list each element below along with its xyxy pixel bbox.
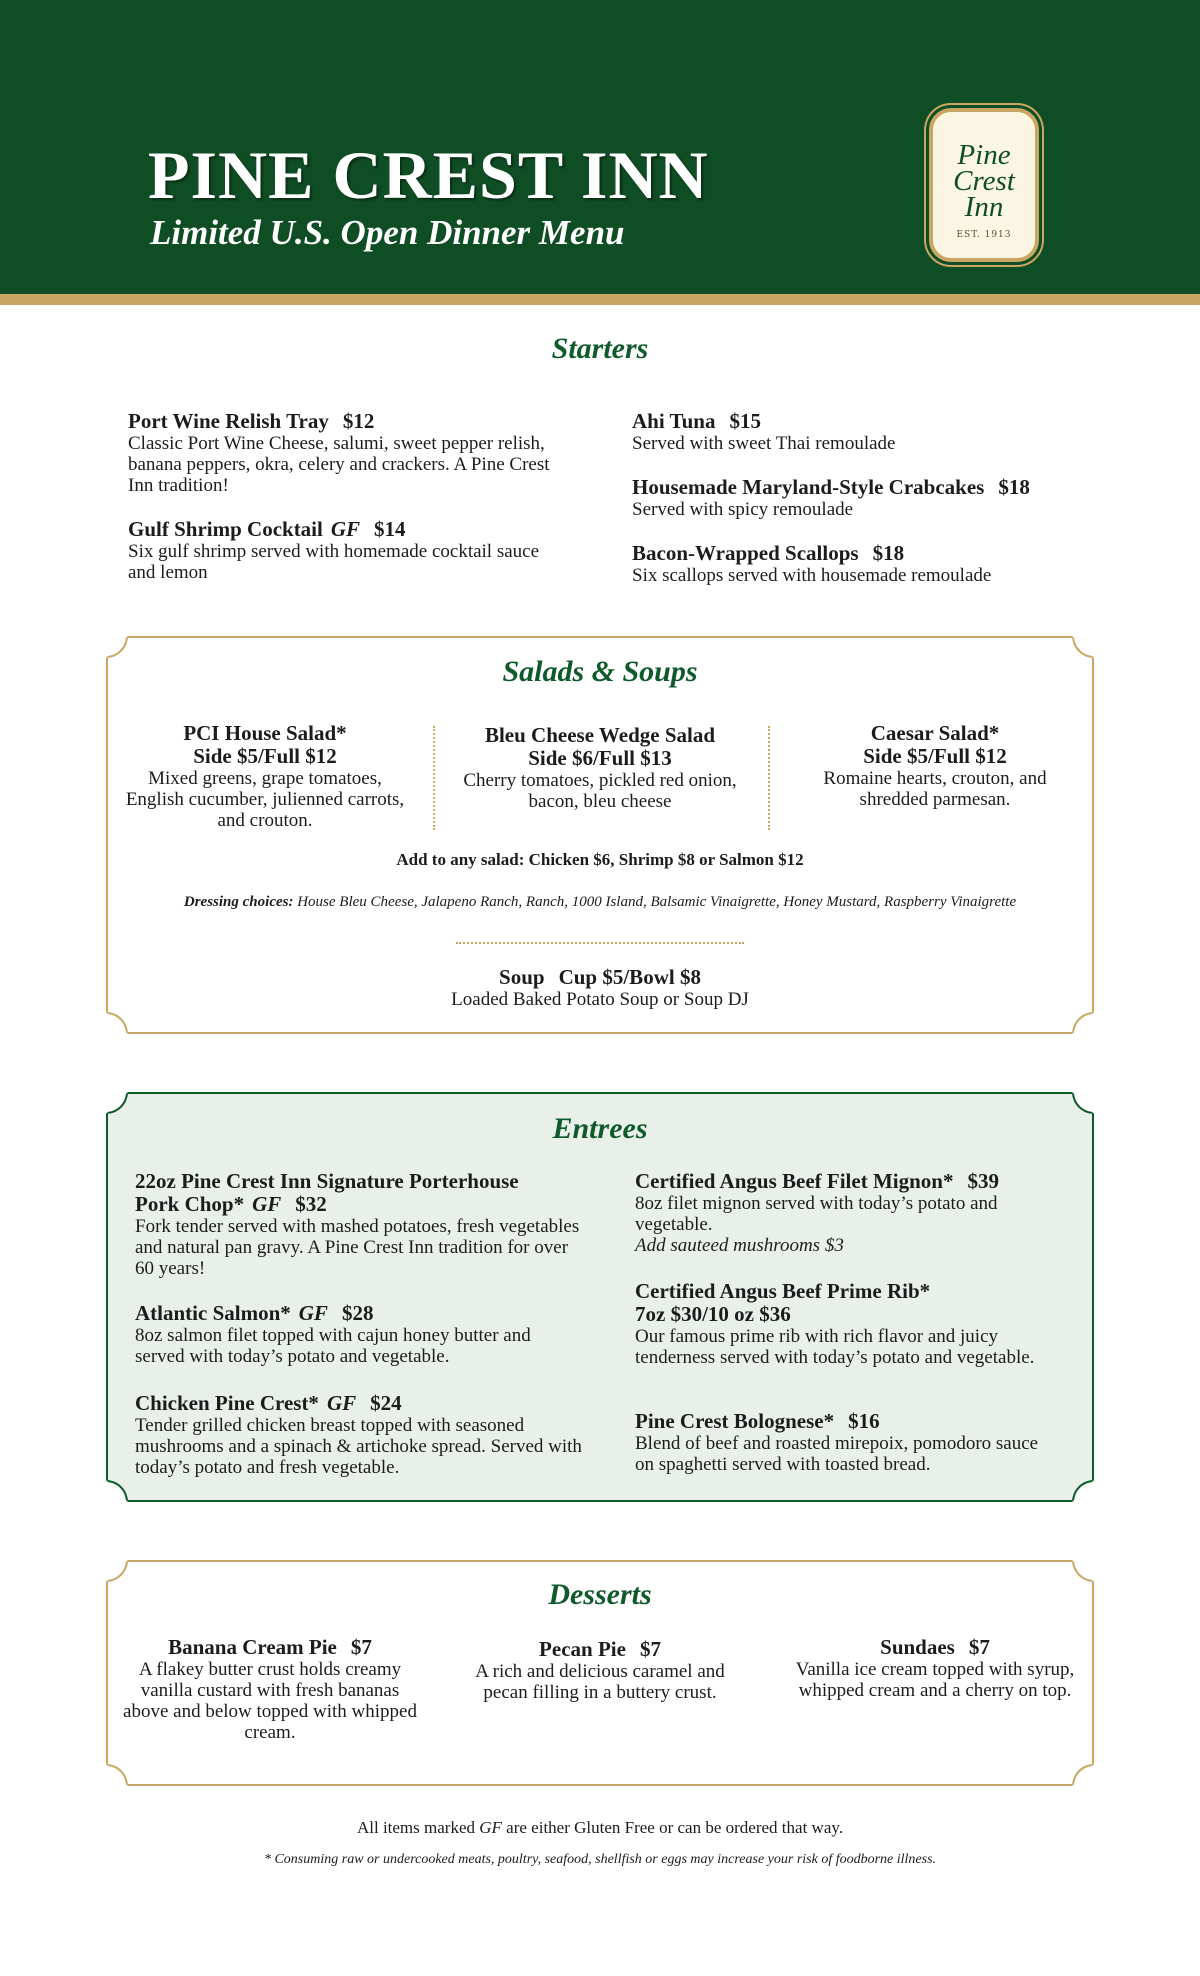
item-description: Mixed greens, grape tomatoes, English cucumber, julienned carrots, and crouton.: [125, 768, 405, 831]
item-description: 8oz filet mignon served with today’s potato and vegetable.: [635, 1193, 998, 1235]
item-description: Romaine hearts, crouton, and shredded parmesan.: [823, 768, 1047, 810]
gf-badge: GF: [330, 517, 361, 541]
item-description: Loaded Baked Potato Soup or Soup DJ: [451, 989, 749, 1010]
item-name: Sundaes: [880, 1635, 955, 1659]
logo-text-line1: Pine: [957, 139, 1011, 171]
dressing-label: Dressing choices:: [183, 894, 294, 910]
logo-text-line3: Inn: [964, 191, 1004, 223]
menu-item: [128, 410, 558, 496]
foodborne-warning: * Consuming raw or undercooked meats, poultry, seafood, shellfish or eggs may increase your risk of foodborne illness.: [263, 1852, 937, 1867]
item-addon: Add sauteed mushrooms $3: [635, 1235, 844, 1256]
item-name: Bacon-Wrapped Scallops: [632, 541, 859, 565]
item-price: $16: [848, 1409, 880, 1433]
item-name-line2: Pork Chop*: [135, 1192, 245, 1216]
item-name: Caesar Salad*: [870, 721, 1000, 745]
gf-note-suffix: are either Gluten Free or can be ordered that way.: [506, 1818, 844, 1837]
menu-item: [632, 410, 1082, 454]
menu-item: [790, 1636, 1080, 1701]
menu-item: [128, 518, 558, 583]
gf-badge: GF: [252, 1192, 282, 1216]
menu-item: [635, 1410, 1055, 1475]
item-description: Our famous prime rib with rich flavor and juicy tenderness served with today’s potato and vegetable.: [635, 1326, 1035, 1368]
menu-item: [452, 724, 748, 812]
item-description: A flakey butter crust holds creamy vanilla custard with fresh bananas above and below topped with whipped cream.: [123, 1659, 417, 1743]
menu-item: [460, 1638, 740, 1703]
logo-text-line2: Crest: [953, 165, 1015, 197]
item-price: $7: [968, 1635, 990, 1659]
item-name: Pecan Pie: [539, 1637, 626, 1661]
item-name: Housemade Maryland-Style Crabcakes: [632, 475, 985, 499]
item-price: $18: [872, 541, 905, 565]
item-description: Tender grilled chicken breast topped with seasoned mushrooms and a spinach & artichoke spread. Served with today’s potato and fresh vegetable.: [135, 1415, 582, 1478]
restaurant-logo: [929, 108, 1039, 262]
logo-est: EST. 1913: [956, 230, 1012, 240]
item-name: Soup: [499, 965, 545, 989]
menu-item: [790, 722, 1080, 810]
item-description: Fork tender served with mashed potatoes, fresh vegetables and natural pan gravy. A Pine Crest Inn tradition for over 60 years!: [135, 1216, 580, 1279]
starters-title: Starters: [551, 332, 649, 365]
item-price: $12: [342, 409, 375, 433]
item-description: A rich and delicious caramel and pecan filling in a buttery crust.: [475, 1661, 725, 1703]
menu-item: [120, 1636, 420, 1743]
section-divider: [456, 942, 744, 944]
salad-add-on: Add to any salad: Chicken $6, Shrimp $8 or Salmon $12: [396, 850, 804, 869]
entrees-title: Entrees: [552, 1112, 648, 1145]
item-description: Six scallops served with housemade remoulade: [632, 565, 992, 586]
item-price: $14: [374, 517, 406, 541]
item-name: 22oz Pine Crest Inn Signature Porterhouse: [135, 1169, 519, 1193]
column-divider: [433, 726, 435, 830]
salads-title: Salads & Soups: [502, 655, 698, 688]
item-price: 7oz $30/10 oz $36: [635, 1302, 791, 1326]
item-price: Cup $5/Bowl $8: [558, 965, 701, 989]
item-price: $7: [350, 1635, 372, 1659]
item-name: Gulf Shrimp Cocktail: [128, 517, 323, 541]
gf-note-prefix: All items marked: [356, 1818, 475, 1837]
item-description: Cherry tomatoes, pickled red onion, bacon, bleu cheese: [463, 770, 737, 812]
menu-subtitle: Limited U.S. Open Dinner Menu: [150, 213, 625, 252]
gf-note-gf: GF: [479, 1818, 502, 1837]
item-description: Vanilla ice cream topped with syrup, whipped cream and a cherry on top.: [795, 1659, 1075, 1701]
item-description: Served with spicy remoulade: [632, 499, 854, 520]
menu-item: [120, 722, 410, 831]
item-name: Atlantic Salmon*: [135, 1301, 291, 1325]
item-name: Pine Crest Bolognese*: [635, 1409, 835, 1433]
header-gold-band: [0, 294, 1200, 305]
item-price: $32: [295, 1192, 327, 1216]
item-description: Served with sweet Thai remoulade: [632, 433, 896, 454]
desserts-title: Desserts: [548, 1578, 652, 1611]
menu-item: [632, 476, 1092, 520]
item-name: Bleu Cheese Wedge Salad: [484, 723, 716, 747]
item-price: $7: [639, 1637, 661, 1661]
gf-note: [0, 1818, 1200, 1838]
item-description: Six gulf shrimp served with homemade cocktail sauce and lemon: [128, 541, 540, 583]
dressing-list: House Bleu Cheese, Jalapeno Ranch, Ranch, 1000 Island, Balsamic Vinaigrette, Honey Mustard, Raspberry Vinaigrette: [297, 894, 1017, 910]
item-price: $18: [998, 475, 1030, 499]
item-name: Certified Angus Beef Filet Mignon*: [635, 1169, 954, 1193]
item-price: $15: [729, 409, 761, 433]
item-name: Certified Angus Beef Prime Rib*: [635, 1279, 931, 1303]
menu-item: [135, 1392, 585, 1478]
menu-item: [635, 1280, 1055, 1368]
gf-badge: GF: [298, 1301, 328, 1325]
menu-item: [632, 542, 1092, 586]
item-name: Port Wine Relish Tray: [128, 409, 329, 433]
item-price: $28: [341, 1301, 374, 1325]
column-divider: [768, 726, 770, 830]
item-description: Blend of beef and roasted mirepoix, pomodoro sauce on spaghetti served with toasted bread.: [635, 1433, 1039, 1475]
menu-item: [135, 1302, 585, 1367]
item-name: Ahi Tuna: [632, 409, 716, 433]
item-price: $24: [370, 1391, 402, 1415]
item-price: Side $6/Full $13: [528, 746, 672, 770]
item-name: Banana Cream Pie: [168, 1635, 337, 1659]
item-price: Side $5/Full $12: [863, 744, 1007, 768]
item-description: 8oz salmon filet topped with cajun honey butter and served with today’s potato and vegetable.: [135, 1325, 531, 1367]
restaurant-name: PINE CREST INN: [148, 137, 709, 213]
gf-badge: GF: [326, 1391, 357, 1415]
item-description: Classic Port Wine Cheese, salumi, sweet pepper relish, banana peppers, okra, celery and crackers. A Pine Crest Inn tradition!: [128, 433, 550, 496]
menu-item: [135, 1170, 585, 1279]
dressing-choices: [0, 894, 1200, 911]
item-name: PCI House Salad*: [183, 721, 347, 745]
menu-item: [635, 1170, 1055, 1256]
item-price: $39: [967, 1169, 999, 1193]
menu-item: [300, 966, 900, 1010]
item-name: Chicken Pine Crest*: [135, 1391, 319, 1415]
item-price: Side $5/Full $12: [193, 744, 337, 768]
